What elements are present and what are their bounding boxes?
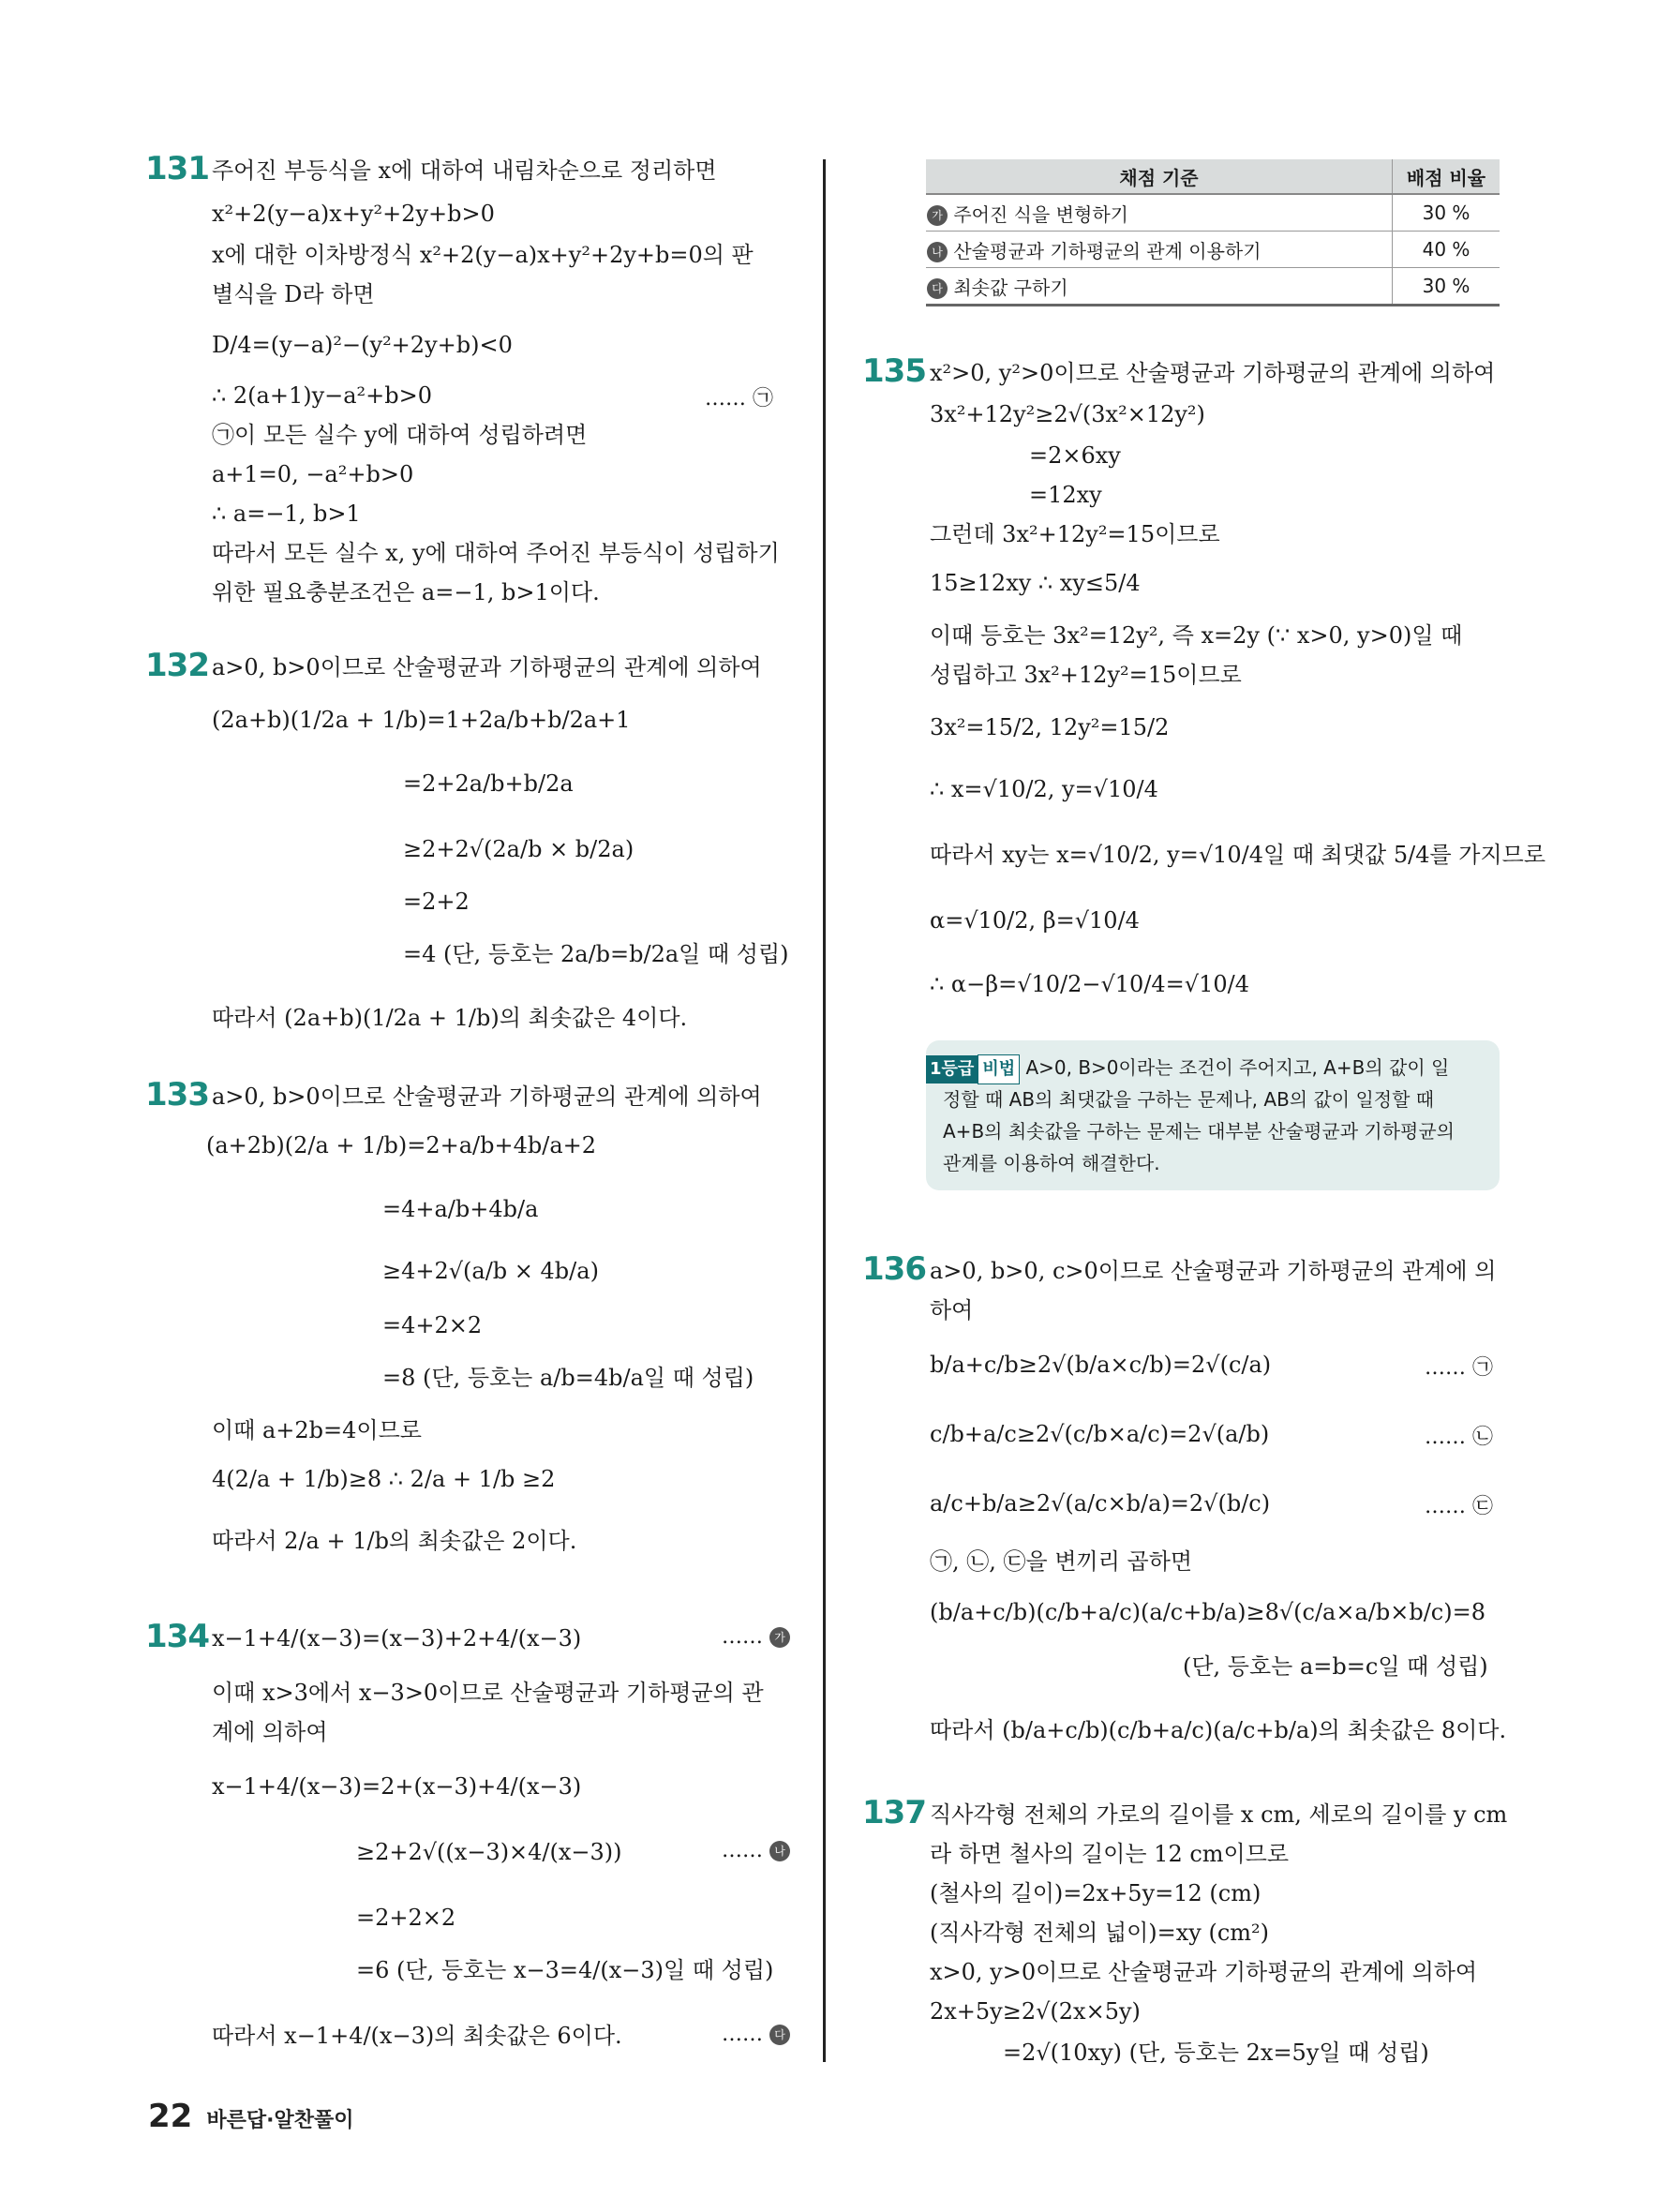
equation-line: (2a+b)(1/2a + 1/b)=1+2a/b+b/2a+1 — [212, 707, 631, 733]
equation-marker — [722, 1839, 790, 1862]
page-footer — [148, 2098, 354, 2135]
equation-line: (b/a+c/b)(c/b+a/c)(a/c+b/a)≥8√(c/a×a/b×b/c)=8 — [930, 1599, 1485, 1625]
tip-badge-grade: 1등급 — [926, 1055, 978, 1084]
equation-line: =4 (단, 등호는 2a/b=b/2a일 때 성립) — [403, 941, 789, 967]
equation-marker: …… ㉠ — [705, 387, 773, 411]
problem-number: 133 — [145, 1076, 209, 1113]
equation-line: x−1+4/(x−3)=(x−3)+2+4/(x−3) — [212, 1625, 582, 1652]
tip-line: 관계를 이용하여 해결한다. — [943, 1152, 1160, 1174]
solution-line: 위한 필요충분조건은 a=−1, b>1이다. — [212, 579, 600, 605]
solution-line: 따라서 (2a+b)(1/2a + 1/b)의 최솟값은 4이다. — [212, 1005, 688, 1031]
header-ratio: 배점 비율 — [1393, 159, 1500, 194]
ratio-cell: 30 % — [1393, 194, 1500, 232]
marker-dots: …… — [722, 2023, 763, 2046]
solution-line: a>0, b>0이므로 산술평균과 기하평균의 관계에 의하여 — [212, 1084, 762, 1110]
solution-line: 하여 — [930, 1297, 974, 1323]
solution-line: ㉠, ㉡, ㉢을 변끼리 곱하면 — [930, 1548, 1193, 1575]
equation-line: x−1+4/(x−3)=2+(x−3)+4/(x−3) — [212, 1773, 582, 1800]
tip-text: A>0, B>0이라는 조건이 주어지고, A+B의 값이 일 — [1025, 1056, 1450, 1079]
equation-marker: …… ㉡ — [1425, 1426, 1493, 1449]
solution-line: 따라서 xy는 x=√10/2, y=√10/4일 때 최댓값 5/4를 가지므로 — [930, 842, 1546, 868]
tip-line — [926, 1054, 1449, 1084]
equation-line: a+1=0, −a²+b>0 — [212, 461, 414, 487]
solution-line: 주어진 부등식을 x에 대하여 내림차순으로 정리하면 — [212, 157, 717, 184]
equation-line: (a+2b)(2/a + 1/b)=2+a/b+4b/a+2 — [206, 1132, 597, 1158]
equation-line: =2√(10xy) (단, 등호는 2x=5y일 때 성립) — [1003, 2040, 1429, 2066]
problem-number: 134 — [145, 1618, 209, 1655]
solution-line: 이때 x>3에서 x−3>0이므로 산술평균과 기하평균의 관 — [212, 1680, 764, 1706]
solution-line: 그런데 3x²+12y²=15이므로 — [930, 521, 1220, 547]
problem-number: 135 — [862, 352, 926, 390]
equation-line: 4(2/a + 1/b)≥8 ∴ 2/a + 1/b ≥2 — [212, 1466, 556, 1492]
problem-number: 131 — [145, 150, 209, 187]
tip-badge-secret: 비법 — [978, 1054, 1020, 1084]
equation-line: =2+2×2 — [356, 1905, 456, 1931]
column-divider — [823, 159, 826, 2062]
equation-marker — [722, 1625, 790, 1649]
equation-line: D/4=(y−a)²−(y²+2y+b)<0 — [212, 332, 513, 358]
solution-line: x에 대한 이차방정식 x²+2(y−a)x+y²+2y+b=0의 판 — [212, 242, 754, 268]
book-label: 바른답·알찬풀이 — [206, 2109, 354, 2132]
marker-dots: …… — [722, 1839, 763, 1862]
step-badge-ga: 가 — [769, 1627, 790, 1648]
equation-line: =4+2×2 — [382, 1312, 483, 1338]
equation-line: ≥4+2√(a/b × 4b/a) — [382, 1258, 599, 1284]
solution-line: a>0, b>0이므로 산술평균과 기하평균의 관계에 의하여 — [212, 654, 762, 680]
equation-line: a/c+b/a≥2√(a/c×b/a)=2√(b/c) — [930, 1490, 1271, 1517]
tip-line: 정할 때 AB의 최댓값을 구하는 문제나, AB의 값이 일정할 때 — [943, 1088, 1435, 1111]
tip-box — [926, 1040, 1500, 1190]
solution-line: x>0, y>0이므로 산술평균과 기하평균의 관계에 의하여 — [930, 1959, 1478, 1985]
equation-line: =2×6xy — [1029, 442, 1121, 469]
solution-line: 따라서 2/a + 1/b의 최솟값은 2이다. — [212, 1528, 577, 1554]
equation-line: ≥2+2√(2a/b × b/2a) — [403, 836, 634, 862]
step-badge-na: 나 — [769, 1841, 790, 1861]
problem-number: 132 — [145, 647, 209, 684]
criteria-cell — [926, 268, 1393, 306]
equation-line: b/a+c/b≥2√(b/a×c/b)=2√(c/a) — [930, 1352, 1272, 1378]
equation-marker — [722, 2023, 790, 2046]
step-badge: 나 — [927, 242, 948, 262]
solution-line: 이때 등호는 3x²=12y², 즉 x=2y (∵ x>0, y>0)일 때 — [930, 622, 1463, 649]
equation-line: =12xy — [1029, 482, 1102, 508]
criteria-cell — [926, 232, 1393, 268]
equation-line: ∴ α−β=√10/2−√10/4=√10/4 — [930, 971, 1249, 997]
solution-line: x²>0, y²>0이므로 산술평균과 기하평균의 관계에 의하여 — [930, 360, 1496, 386]
equation-line: =6 (단, 등호는 x−3=4/(x−3)일 때 성립) — [356, 1957, 774, 1983]
equation-line: 15≥12xy ∴ xy≤5/4 — [930, 570, 1141, 596]
equation-line: x²+2(y−a)x+y²+2y+b>0 — [212, 201, 495, 227]
equation-line: α=√10/2, β=√10/4 — [930, 907, 1140, 934]
table-row — [926, 232, 1500, 268]
equation-line: (철사의 길이)=2x+5y=12 (cm) — [930, 1880, 1261, 1906]
tip-line: A+B의 최솟값을 구하는 문제는 대부분 산술평균과 기하평균의 — [943, 1120, 1455, 1143]
problem-number: 136 — [862, 1250, 926, 1288]
equation-line: =8 (단, 등호는 a/b=4b/a일 때 성립) — [382, 1365, 754, 1391]
equation-line: 3x²=15/2, 12y²=15/2 — [930, 714, 1170, 740]
ratio-cell: 30 % — [1393, 268, 1500, 306]
ratio-cell: 40 % — [1393, 232, 1500, 268]
criteria-text: 최솟값 구하기 — [953, 276, 1068, 299]
equation-line: =2+2a/b+b/2a — [403, 770, 574, 797]
solution-line: 따라서 x−1+4/(x−3)의 최솟값은 6이다. — [212, 2023, 622, 2049]
solution-line: 계에 의하여 — [212, 1719, 328, 1745]
solution-line: ㉠이 모든 실수 y에 대하여 성립하려면 — [212, 422, 588, 448]
solution-line: 라 하면 철사의 길이는 12 cm이므로 — [930, 1841, 1290, 1867]
solution-line: 성립하고 3x²+12y²=15이므로 — [930, 662, 1242, 688]
solution-line: 이때 a+2b=4이므로 — [212, 1417, 422, 1443]
equation-line: ∴ 2(a+1)y−a²+b>0 — [212, 382, 433, 409]
scoring-table — [926, 159, 1500, 306]
step-badge: 가 — [927, 205, 948, 226]
solution-line: 별식을 D라 하면 — [212, 281, 375, 307]
equation-line: ∴ a=−1, b>1 — [212, 501, 361, 527]
problem-number: 137 — [862, 1794, 926, 1831]
equation-note: (단, 등호는 a=b=c일 때 성립) — [1183, 1653, 1488, 1680]
step-badge: 다 — [927, 278, 948, 299]
equation-line: ∴ x=√10/2, y=√10/4 — [930, 776, 1158, 802]
equation-line: ≥2+2√((x−3)×4/(x−3)) — [356, 1839, 622, 1865]
step-badge-da: 다 — [769, 2025, 790, 2045]
equation-line: =4+a/b+4b/a — [382, 1196, 539, 1222]
table-row — [926, 268, 1500, 306]
criteria-cell — [926, 194, 1393, 232]
table-row — [926, 194, 1500, 232]
page-number: 22 — [148, 2098, 193, 2135]
marker-dots: …… — [722, 1625, 763, 1649]
equation-line: c/b+a/c≥2√(c/b×a/c)=2√(a/b) — [930, 1421, 1270, 1447]
solution-line: 따라서 (b/a+c/b)(c/b+a/c)(a/c+b/a)의 최솟값은 8이다. — [930, 1717, 1507, 1743]
solution-line: 따라서 모든 실수 x, y에 대하여 주어진 부등식이 성립하기 — [212, 540, 780, 566]
equation-line: 3x²+12y²≥2√(3x²×12y²) — [930, 401, 1205, 427]
equation-line: 2x+5y≥2√(2x×5y) — [930, 1998, 1141, 2025]
equation-marker: …… ㉢ — [1425, 1495, 1493, 1518]
criteria-text: 산술평균과 기하평균의 관계 이용하기 — [953, 239, 1261, 262]
table-header-row — [926, 159, 1500, 194]
equation-line: =2+2 — [403, 889, 470, 915]
equation-line: (직사각형 전체의 넓이)=xy (cm²) — [930, 1920, 1270, 1946]
criteria-text: 주어진 식을 변형하기 — [953, 202, 1128, 226]
equation-marker: …… ㉠ — [1425, 1356, 1493, 1380]
header-criteria: 채점 기준 — [926, 159, 1393, 194]
solution-line: a>0, b>0, c>0이므로 산술평균과 기하평균의 관계에 의 — [930, 1258, 1497, 1284]
solution-line: 직사각형 전체의 가로의 길이를 x cm, 세로의 길이를 y cm — [930, 1801, 1508, 1828]
